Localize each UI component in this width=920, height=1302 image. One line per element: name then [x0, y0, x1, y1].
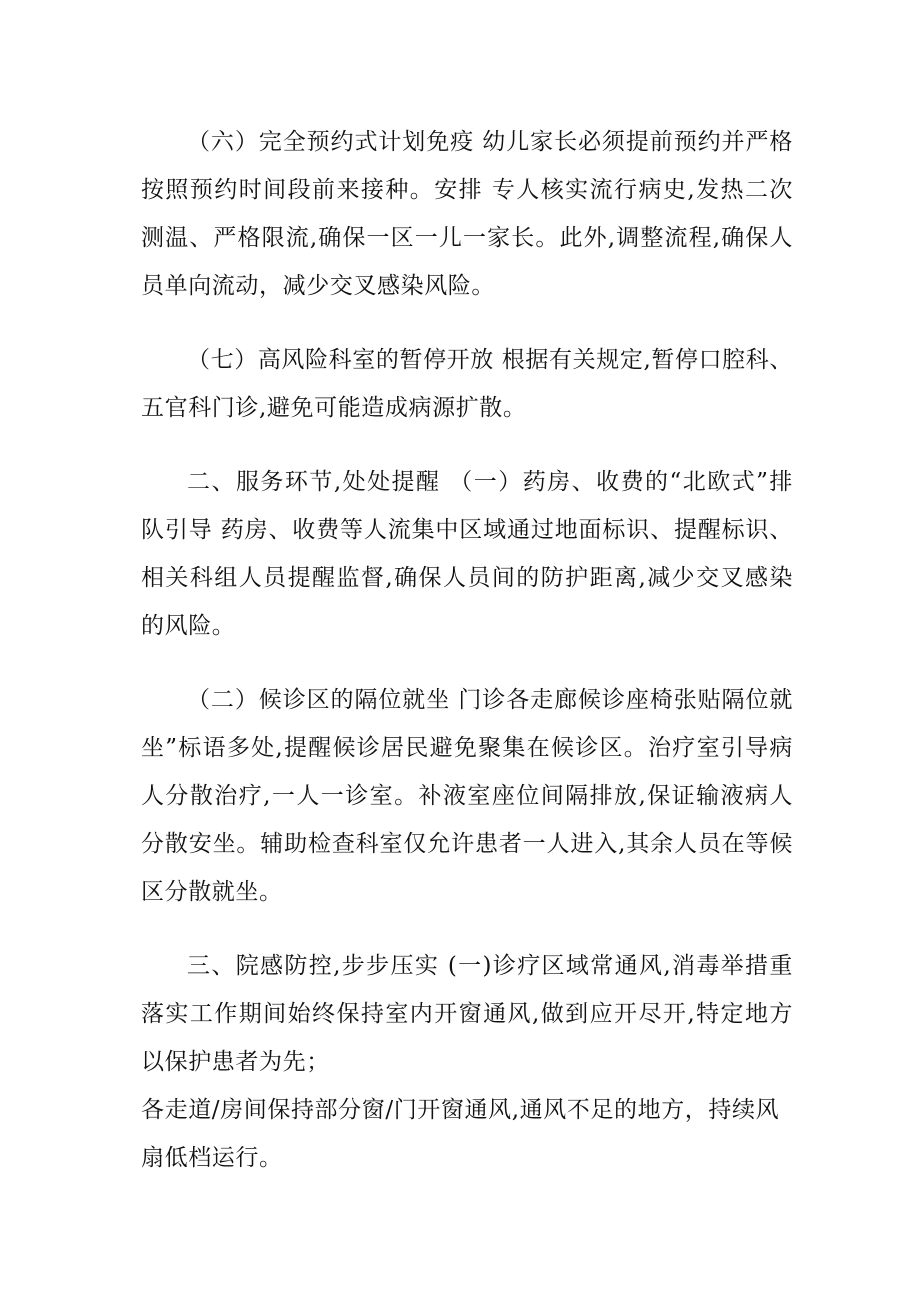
- paragraph-service-reminders: 二、服务环节,处处提醒 （一）药房、收费的“北欧式”排队引导 药房、收费等人流集中区域通过地面标识、提醒标识、相关科组人员提醒监督,确保人员间的防护距离,减少交叉感染的风险。: [141, 469, 793, 639]
- paragraph-infection-control: 三、院感防控,步步压实 (一)诊疗区域常通风,消毒举措重落实工作期间始终保持室内开窗通风,做到应开尽开,特定地方以保护患者为先；: [141, 953, 793, 1075]
- paragraph-scheduled-immunization: （六）完全预约式计划免疫 幼儿家长必须提前预约并严格按照预约时间段前来接种。安排 专人核实流行病史,发热二次测温、严格限流,确保一区一儿一家长。此外,调整流程,确保人员单向流动，减少交叉感染风险。: [141, 129, 793, 299]
- paragraph-ventilation: 各走道/房间保持部分窗/门开窗通风,通风不足的地方，持续风扇低档运行。: [141, 1097, 780, 1171]
- paragraph-waiting-area-seating: （二）候诊区的隔位就坐 门诊各走廊候诊座椅张贴隔位就坐”标语多处,提醒候诊居民避免聚集在候诊区。治疗室引导病人分散治疗,一人一诊室。补液室座位间隔排放,保证输液病人分散安坐。辅助检查科室仅允许患者一人进入,其余人员在等候区分散就坐。: [141, 687, 793, 905]
- document-body: [141, 118, 793, 1182]
- paragraph-high-risk-departments: （七）高风险科室的暂停开放 根据有关规定,暂停口腔科、五官科门诊,避免可能造成病源扩散。: [141, 347, 793, 421]
